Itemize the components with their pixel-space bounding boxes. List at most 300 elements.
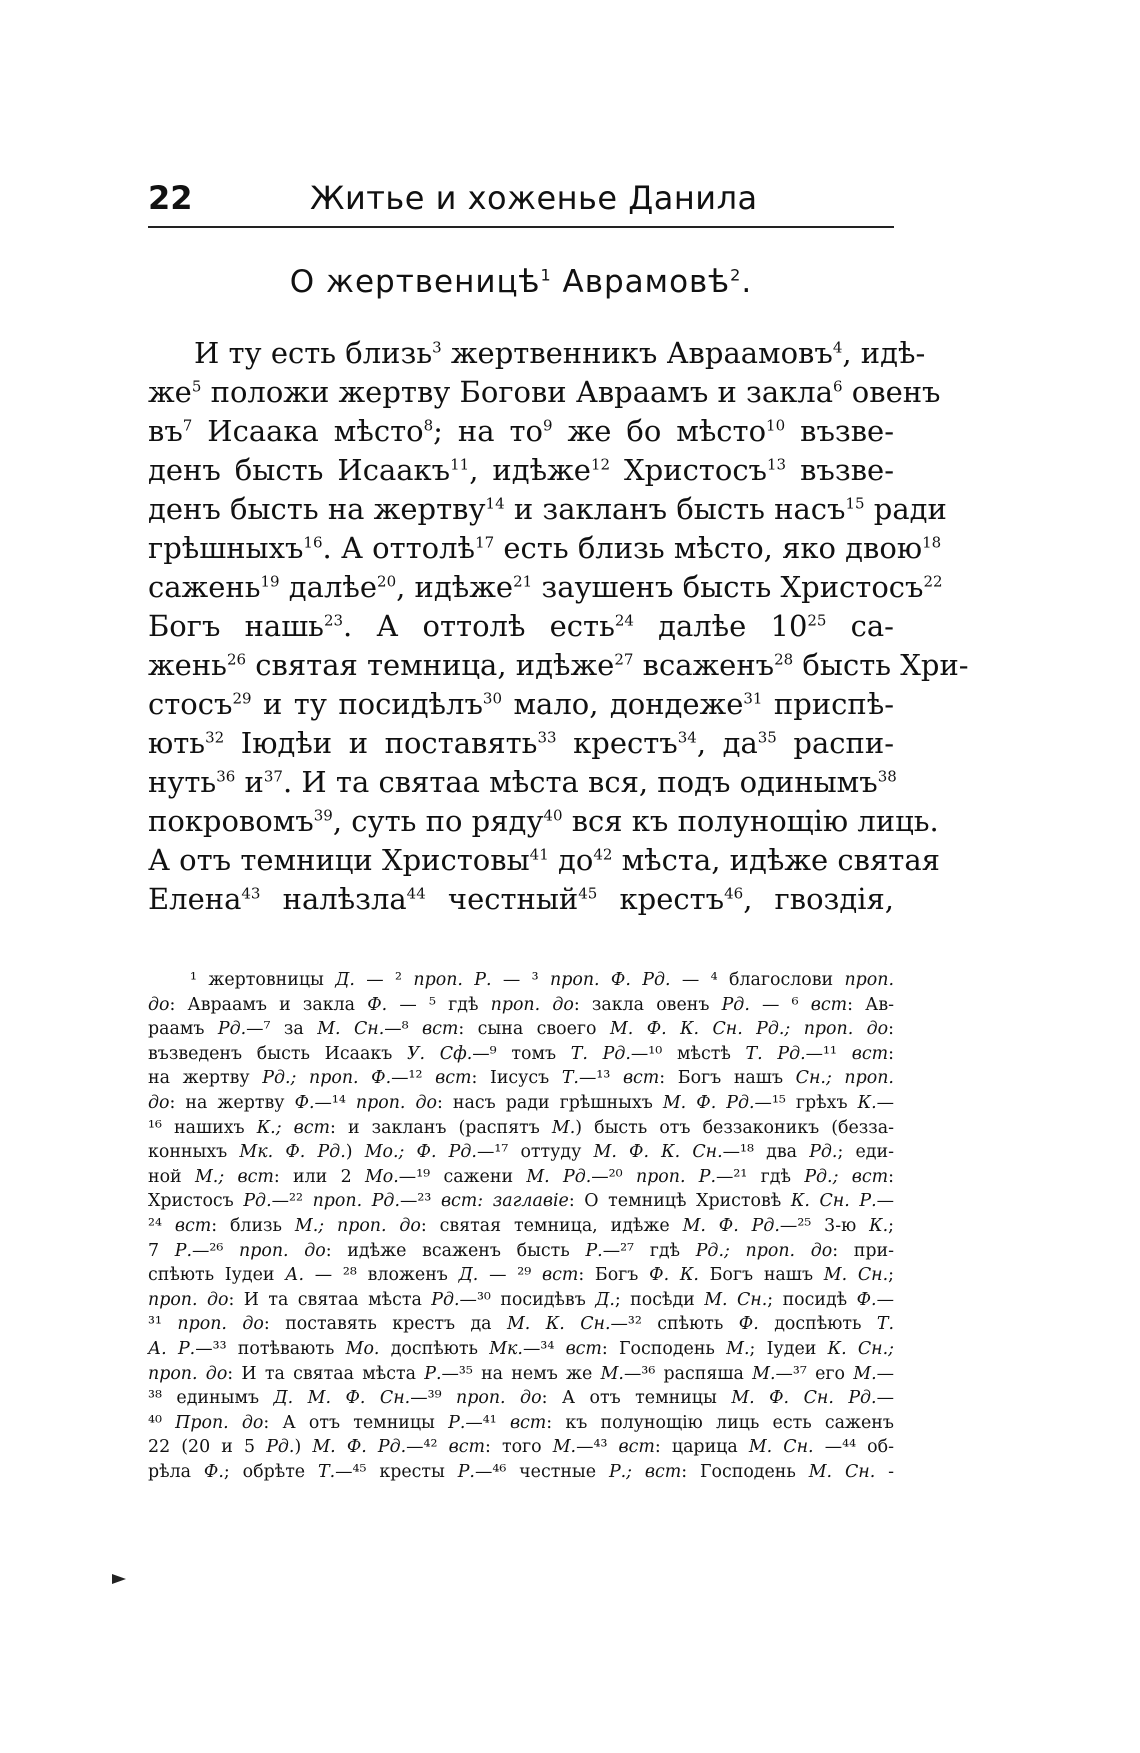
text-run: ) бысть отъ беззаконикъ (безза- [575, 1117, 894, 1138]
text-run: ; [888, 1265, 895, 1286]
footnote-siglum: Рд.; проп. до [695, 1240, 833, 1261]
footnote-ref: 15 [845, 494, 865, 513]
text-run: — ⁵ гдѣ [387, 994, 491, 1015]
text-run: жень [148, 648, 227, 682]
footnotes [148, 968, 894, 1484]
text-run: —⁴⁵ кресты [335, 1461, 458, 1482]
text-run: —³⁵ на немъ же [441, 1363, 601, 1384]
text-run: —¹⁷ оттуду [476, 1142, 594, 1163]
footnote-siglum: Мо.; Ф. Рд. [364, 1142, 477, 1163]
footnote-ref: 30 [482, 689, 503, 708]
footnote-ref: 9 [543, 416, 553, 435]
text-run: , да [696, 726, 758, 760]
footnote-ref: 13 [767, 455, 787, 474]
text-run: стосъ [148, 687, 233, 721]
footnote-siglum: Ф. К. [649, 1265, 699, 1286]
text-run: —²² [271, 1191, 313, 1212]
text-run: мѣста, идѣже святая [612, 843, 940, 877]
footnote-siglum: Ф. [856, 1289, 877, 1310]
footnote-siglum: Р.; вст [608, 1461, 682, 1482]
footnote-siglum: У. Сф. [406, 1043, 473, 1064]
text-run: : И та святаа мѣста [228, 1289, 432, 1310]
text-run: : закла овенъ [573, 994, 722, 1015]
footnote-siglum: проп. Р. [413, 970, 492, 990]
footnote-ref: 1 [540, 265, 552, 285]
footnote-ref: 31 [743, 689, 763, 708]
footnote-line [148, 968, 894, 993]
text-run: : Господень [681, 1461, 809, 1482]
footnote-siglum: Т. Рд. [745, 1043, 806, 1064]
footnote-line [148, 1362, 894, 1387]
footnote-ref: 45 [578, 884, 598, 903]
text-run: , суть по ряду [332, 804, 544, 838]
text-run: Христосъ [148, 1191, 244, 1212]
footnote-line [148, 993, 894, 1018]
text-run: —⁴¹ [465, 1412, 510, 1433]
text-run: — ²⁸ вложенъ [303, 1265, 459, 1286]
footnote-siglum: М. Ф. Рд. [662, 1092, 755, 1113]
footnote-siglum: Проп. до [175, 1412, 264, 1433]
text-run: ³⁸ единымъ [148, 1388, 274, 1409]
text-run: —¹⁵ грѣхъ [754, 1092, 858, 1113]
footnote-siglum: М.; проп. до [294, 1215, 421, 1236]
text-run: —⁸ [384, 1019, 423, 1040]
text-run: ; посѣди [614, 1289, 705, 1310]
footnote-siglum: Д. М. Ф. Сн. [273, 1388, 411, 1409]
text-run: : А отъ темницы [263, 1412, 449, 1433]
text-run: : И та святаа мѣста [227, 1363, 425, 1384]
text-run: : [888, 1043, 894, 1064]
text-run: , идѣже [469, 453, 591, 487]
text-run: —²⁶ [192, 1240, 240, 1261]
footnote-siglum: Рд. [243, 1191, 272, 1212]
text-run: —⁴⁴ об- [813, 1437, 894, 1458]
text-run: есть близь мѣсто, яко двою [494, 531, 923, 565]
text-run: — [876, 1191, 895, 1212]
footnote-siglum: М. Ф. Рд. [682, 1215, 780, 1236]
footnote-siglum: проп. до [177, 1314, 264, 1335]
text-run: ³¹ [148, 1314, 178, 1335]
text-run: и закланъ бысть насъ [504, 492, 846, 526]
footnote-ref: 3 [432, 338, 442, 357]
footnote-siglum: проп. до [355, 1092, 438, 1113]
footnote-ref: 23 [323, 611, 344, 630]
text-run: : сына своего [458, 1019, 610, 1040]
footnote-line [148, 1017, 894, 1042]
text-run: ; посидѣ [767, 1289, 857, 1310]
footnote-line [148, 1312, 894, 1337]
text-run: жертвенникъ Авраамовъ [441, 336, 833, 370]
footnote-siglum: Ф. [367, 994, 388, 1015]
text-run: . А оттолѣ [322, 531, 476, 565]
footnote-siglum: К. [869, 1215, 889, 1236]
footnote-ref: 40 [543, 806, 563, 825]
footnote-line [148, 1189, 894, 1214]
text-run: —³² спѣють [610, 1314, 739, 1335]
text-run: възведенъ бысть Исаакъ [148, 1043, 407, 1064]
text-run: ради [864, 492, 947, 526]
text-run: сажень [148, 570, 261, 604]
footnote-ref: 4 [832, 338, 843, 357]
footnote-siglum: Сн.; проп. [795, 1068, 894, 1089]
footnote-siglum: проп. [844, 970, 894, 990]
footnote-siglum: вст [448, 1437, 485, 1458]
footnote-siglum: проп. до [148, 1289, 229, 1310]
footnote-ref: 16 [303, 533, 323, 552]
text-run: денъ бысть Исаакъ [148, 453, 451, 487]
text-run: овенъ [842, 375, 941, 409]
text-run: — [876, 1289, 894, 1310]
footnote-ref: 27 [614, 650, 634, 669]
text-run: же [148, 375, 192, 409]
text-run: и ту посидѣлъ [251, 687, 483, 721]
footnote-siglum: проп. Ф. Рд. [550, 970, 671, 990]
footnote-ref: 41 [529, 845, 549, 864]
footnote-siglum: К. Сн.; [827, 1338, 895, 1359]
footnote-siglum: Р. [174, 1240, 192, 1261]
text-run: ) [345, 1142, 365, 1163]
footnote-ref: 28 [774, 650, 794, 669]
text-run: Богъ нашь [148, 609, 324, 643]
footnote-siglum: Ф. [738, 1314, 759, 1335]
footnote-siglum: М. Ф. К. Сн. Рд.; проп. до [609, 1019, 889, 1040]
footnote-siglum: Р. [448, 1412, 466, 1433]
footnote-siglum: вст [618, 1437, 655, 1458]
main-text [148, 334, 969, 919]
footnote-siglum: проп. до [239, 1240, 326, 1261]
footnote-line [148, 1411, 894, 1436]
footnote-siglum: Рд.; проп. Ф. [262, 1068, 392, 1089]
text-run: и [235, 765, 264, 799]
text-run: : близь [211, 1215, 295, 1236]
footnote-line [148, 1288, 894, 1313]
footnote-siglum: Д. [458, 1265, 479, 1286]
text-run: ють [148, 726, 206, 760]
footnote-siglum: М. Рд. [526, 1166, 592, 1187]
footnote-ref: 8 [423, 416, 434, 435]
footnote-siglum: Т. [561, 1068, 579, 1089]
text-run: спѣють Іудеи [148, 1265, 286, 1286]
text-line [148, 412, 894, 451]
footnote-ref: 34 [677, 728, 697, 747]
footnote-siglum: Мо. [364, 1166, 399, 1187]
footnote-siglum: вст [174, 1215, 212, 1236]
footnote-siglum: Ф. [203, 1461, 224, 1482]
footnote-siglum: Мк. [489, 1338, 523, 1359]
text-run: 22 (20 и 5 [148, 1437, 267, 1458]
text-run: мало, дондеже [502, 687, 744, 721]
text-run: далѣе 10 [633, 609, 808, 643]
text-run: —¹³ [578, 1068, 623, 1089]
text-run: конныхъ [148, 1142, 240, 1163]
text-run: ¹ жертовницы [190, 970, 336, 990]
text-line [148, 880, 894, 919]
text-run: —¹⁴ [314, 1092, 356, 1113]
footnote-ref: 2 [730, 265, 742, 285]
text-run: : поставять крестъ да [263, 1314, 507, 1335]
footnote-siglum: М. Ф. Сн. Рд. [731, 1388, 877, 1409]
text-run: ; еди- [837, 1142, 894, 1163]
footnote-ref: 14 [485, 494, 505, 513]
text-run: —²³ [399, 1191, 441, 1212]
text-run: —³³ потѣвають [195, 1338, 346, 1359]
footnote-ref: 22 [923, 572, 943, 591]
text-run: , идѣ- [842, 336, 926, 370]
text-line [148, 373, 941, 412]
text-run: — [876, 1092, 894, 1113]
footnote-siglum: А. [285, 1265, 304, 1286]
text-run: Исаака мѣсто [192, 414, 424, 448]
text-run: възве- [785, 414, 895, 448]
footnote-line [148, 1263, 894, 1288]
text-run: : царица [654, 1437, 749, 1458]
footnote-line [148, 1091, 894, 1116]
text-run: —¹⁰ мѣстѣ [630, 1043, 746, 1064]
text-run: заушенъ бысть Христосъ [532, 570, 924, 604]
footnote-siglum: проп. до [490, 994, 574, 1015]
footnote-ref: 21 [513, 572, 533, 591]
footnote-ref: 24 [614, 611, 634, 630]
text-line [148, 334, 926, 373]
text-run: грѣшныхъ [148, 531, 304, 565]
text-run: : на жертву [169, 1092, 295, 1113]
text-run: честный [425, 882, 579, 916]
footnote-ref: 11 [450, 455, 470, 474]
text-run: възве- [786, 453, 894, 487]
text-run: ной [148, 1166, 195, 1187]
footnote-line [148, 1460, 894, 1485]
footnote-siglum: Мо. [345, 1338, 380, 1359]
text-run: : О темницѣ Христовѣ [568, 1191, 791, 1212]
text-run: до [548, 843, 594, 877]
text-run: — ²⁹ [478, 1265, 542, 1286]
footnote-siglum: Рд. [721, 994, 750, 1015]
footnote-siglum: Рд. [217, 1019, 247, 1040]
footnote-siglum: Д. [595, 1289, 615, 1310]
text-run: : Богъ нашъ [659, 1068, 796, 1089]
footnote-line [148, 1337, 894, 1362]
footnote-siglum: А. Р. [148, 1338, 196, 1359]
text-run: приспѣ- [762, 687, 895, 721]
text-run: ⁴⁰ [148, 1412, 176, 1433]
text-run: распи- [776, 726, 894, 760]
footnote-ref: 12 [590, 455, 611, 474]
text-run: —³⁹ [410, 1388, 457, 1409]
footnote-line [148, 1042, 894, 1067]
footnote-siglum: вст: заглавіе [440, 1191, 569, 1212]
text-run: : Іисусъ [471, 1068, 562, 1089]
footnote-siglum: М. [752, 1363, 776, 1384]
text-run: на жертву [148, 1068, 263, 1089]
footnote-line [148, 1116, 894, 1141]
text-line [148, 685, 894, 724]
footnote-siglum: М. [853, 1363, 877, 1384]
text-run: са- [826, 609, 894, 643]
footnote-siglum: вст [422, 1019, 459, 1040]
footnote-ref: 19 [260, 572, 280, 591]
text-run: : того [484, 1437, 553, 1458]
text-run: —⁷ за [246, 1019, 318, 1040]
text-run: положи жертву Богови Авраамъ и закла [201, 375, 834, 409]
footnote-ref: 46 [724, 884, 744, 903]
text-run: доспѣють [379, 1338, 490, 1359]
footnote-siglum: Рд. [266, 1437, 295, 1458]
text-run: нуть [148, 765, 217, 799]
footnote-siglum: Мк. Ф. Рд. [239, 1142, 346, 1163]
text-run: бысть Хри- [793, 648, 969, 682]
footnote-siglum: Рд.; вст [804, 1166, 889, 1187]
text-run: крестъ [597, 882, 725, 916]
footnote-siglum: М. Сн. [748, 1437, 814, 1458]
text-line [148, 763, 897, 802]
footnote-siglum: вст [810, 994, 848, 1015]
footnote-ref: 38 [877, 767, 897, 786]
footnote-ref: 17 [475, 533, 495, 552]
text-line [148, 841, 940, 880]
footnote-ref: 37 [263, 767, 283, 786]
text-run: ²⁴ [148, 1215, 175, 1236]
text-run: въ [148, 414, 183, 448]
text-run: ; [888, 1215, 894, 1236]
footnote-siglum: вст [541, 1265, 579, 1286]
footnote-line [148, 1239, 894, 1264]
footnote-ref: 39 [313, 806, 333, 825]
footnote-siglum: М. К. Сн. [506, 1314, 611, 1335]
footnote-siglum: проп. Р. [635, 1166, 717, 1187]
footnote-ref: 36 [216, 767, 236, 786]
footnote-ref: 43 [241, 884, 261, 903]
running-head: Житье и хоженье Данила [310, 179, 758, 217]
section-title [148, 262, 894, 302]
section-title-text: . [741, 264, 753, 300]
footnote-siglum: до [148, 1092, 170, 1113]
footnote-siglum: проп. Рд. [312, 1191, 400, 1212]
text-line [148, 490, 947, 529]
text-run: 7 [148, 1240, 175, 1261]
text-run: : [888, 1019, 895, 1040]
footnote-ref: 18 [922, 533, 942, 552]
footnote-siglum: проп. до [148, 1363, 228, 1384]
text-run: : идѣже всаженъ бысть [325, 1240, 586, 1261]
footnote-siglum: Д. [335, 970, 355, 990]
text-run: —⁴² [406, 1437, 449, 1458]
text-run: : Ав- [847, 994, 895, 1015]
text-run: И ту есть близь [194, 336, 433, 370]
text-run: , гвоздія, [743, 882, 894, 916]
text-run: —³⁰ посидѣвъ [459, 1289, 596, 1310]
footnote-ref: 10 [766, 416, 786, 435]
text-run: : А отъ темницы [541, 1388, 732, 1409]
text-run: —²¹ гдѣ [716, 1166, 805, 1187]
footnote-ref: 5 [191, 377, 202, 396]
page-header [148, 178, 894, 228]
text-run: —²⁷ гдѣ [602, 1240, 696, 1261]
footnote-siglum: Т. Рд. [570, 1043, 631, 1064]
corner-mark [112, 1574, 126, 1584]
footnote-siglum: М.; вст [194, 1166, 274, 1187]
footnote-ref: 6 [833, 377, 843, 396]
footnote-siglum: вст [565, 1338, 602, 1359]
footnote-siglum: Р. [457, 1461, 475, 1482]
text-run: : насъ ради грѣшныхъ [437, 1092, 663, 1113]
footnote-siglum: М. Ф. К. Сн. [593, 1142, 723, 1163]
text-run: денъ бысть на жертву [148, 492, 486, 526]
footnote-line [148, 1165, 894, 1190]
text-run: рѣла [148, 1461, 204, 1482]
text-run: раамъ [148, 1019, 218, 1040]
text-run: : [888, 1166, 894, 1187]
text-run: : и закланъ (распятъ [330, 1117, 552, 1138]
footnote-siglum: М. [600, 1363, 624, 1384]
text-run: . А оттолѣ есть [343, 609, 615, 643]
footnote-siglum: М. [726, 1338, 750, 1359]
footnote-ref: 26 [226, 650, 247, 669]
text-run: ¹⁶ нашихъ [148, 1117, 257, 1138]
text-run: всаженъ [633, 648, 775, 682]
text-run: крестъ [556, 726, 678, 760]
text-run: ; на то [433, 414, 544, 448]
text-line [148, 568, 943, 607]
footnote-siglum: К. Сн. Р. [790, 1191, 877, 1212]
text-run: — ⁴ благослови [670, 970, 845, 990]
footnote-ref: 42 [593, 845, 613, 864]
text-run: : Богъ [578, 1265, 650, 1286]
text-run: — [876, 1363, 894, 1384]
text-run: —¹² [391, 1068, 436, 1089]
text-run: далѣе [279, 570, 378, 604]
footnote-siglum: М. Сн. [823, 1265, 889, 1286]
text-run: —²⁰ [591, 1166, 636, 1187]
footnote-siglum: Т. [317, 1461, 336, 1482]
text-line [148, 646, 969, 685]
footnote-siglum: вст [509, 1412, 547, 1433]
text-run: , идѣже [396, 570, 514, 604]
footnote-ref: 33 [537, 728, 557, 747]
text-line [148, 607, 894, 646]
text-run: —²⁵ 3-ю [779, 1215, 870, 1236]
text-run: Богъ нашъ [698, 1265, 824, 1286]
text-run: налѣзла [260, 882, 407, 916]
text-run: ; Іудеи [749, 1338, 828, 1359]
text-run: : Авраамъ и закла [169, 994, 368, 1015]
footnote-siglum: М. Сн. [704, 1289, 768, 1310]
text-run: —¹⁸ два [722, 1142, 810, 1163]
text-run: — ² [354, 970, 414, 990]
footnote-line [148, 1140, 894, 1165]
section-title-text: О жертвеницѣ [289, 264, 541, 300]
footnote-siglum: вст [851, 1043, 889, 1064]
text-run: — [876, 1388, 894, 1409]
text-run: Елена [148, 882, 242, 916]
footnote-ref: 32 [205, 728, 225, 747]
text-run: —¹¹ [805, 1043, 852, 1064]
text-run: ; обрѣте [223, 1461, 318, 1482]
text-run: - [875, 1461, 895, 1482]
footnote-siglum: Рд. [431, 1289, 460, 1310]
footnote-siglum: Ф. [294, 1092, 315, 1113]
footnote-siglum: вст [435, 1068, 472, 1089]
text-run: — ³ [491, 970, 551, 990]
footnote-siglum: К.; вст [256, 1117, 331, 1138]
text-run: — ⁶ [749, 994, 811, 1015]
footnote-siglum: проп. до [456, 1388, 542, 1409]
footnote-siglum: К. [857, 1092, 877, 1113]
footnote-line [148, 1386, 894, 1411]
text-line [148, 802, 939, 841]
footnote-line [148, 1066, 894, 1091]
footnote-line [148, 1435, 894, 1460]
footnote-ref: 35 [757, 728, 777, 747]
